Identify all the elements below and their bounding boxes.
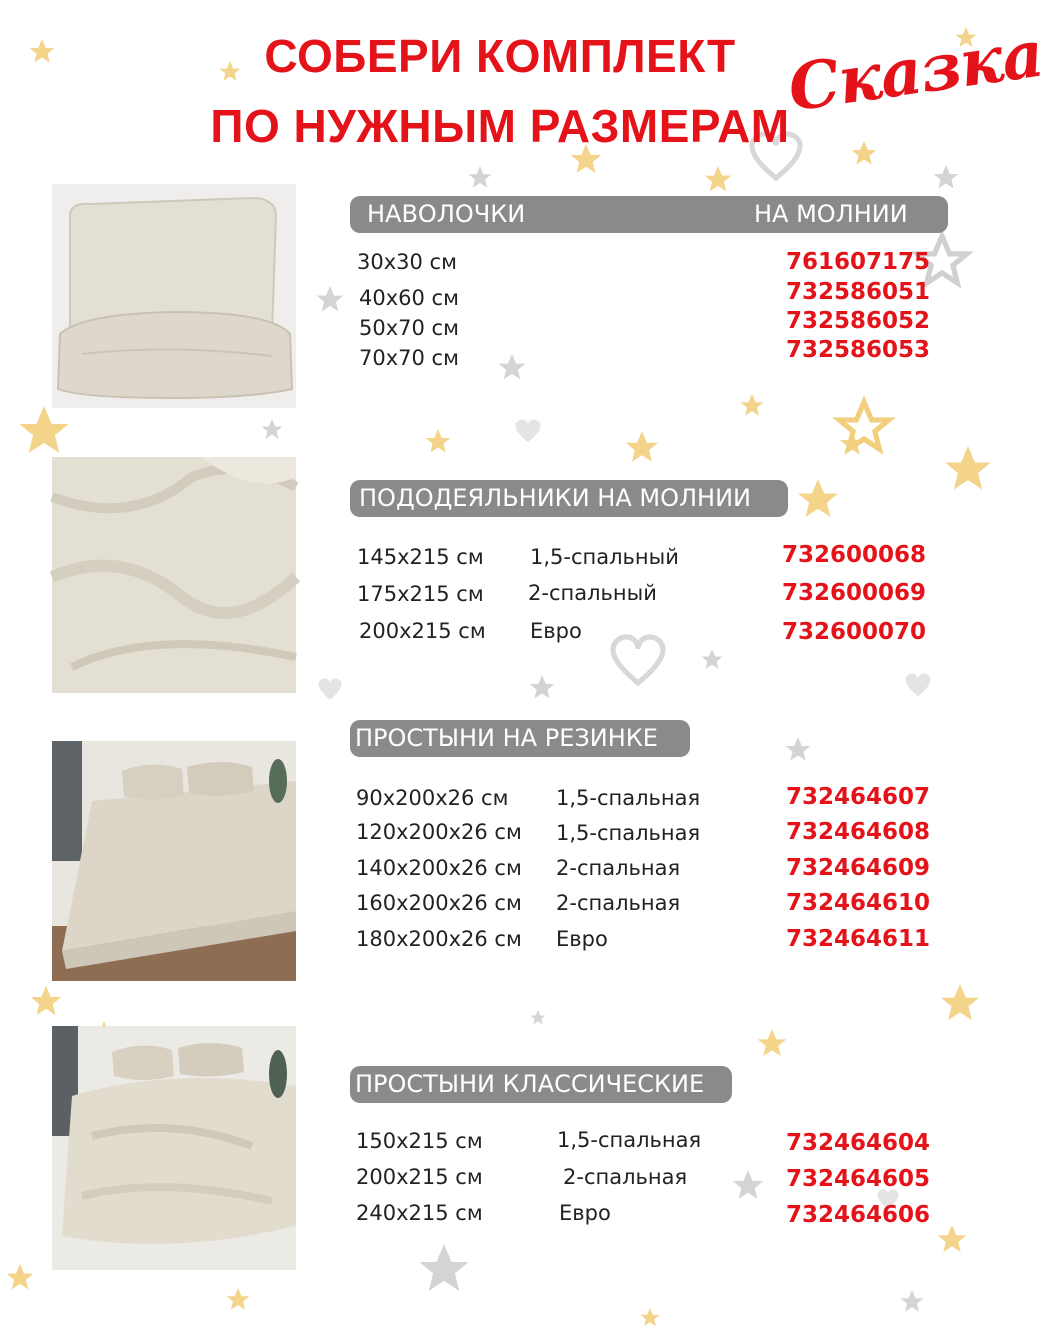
fitted-sheet-type: Евро	[556, 927, 608, 951]
article-code: 732600070	[782, 619, 927, 645]
article-code: 732464605	[786, 1166, 931, 1192]
fitted-sheet-section-header	[350, 720, 690, 757]
fitted-sheet-type: 1,5-спальная	[556, 821, 701, 845]
article-code: 732464606	[786, 1202, 931, 1228]
article-code: 732600068	[782, 542, 927, 568]
classic-sheet-type: Евро	[559, 1201, 611, 1225]
article-code: 732464607	[786, 784, 931, 810]
article-code: 732586051	[786, 279, 931, 305]
fitted-sheet-size: 160х200х26 см	[356, 891, 522, 915]
article-code: 732464604	[786, 1130, 931, 1156]
duvet-size: 200х215 см	[359, 619, 486, 643]
duvet-type: 2-спальный	[528, 581, 657, 605]
fitted-sheet-photo	[52, 741, 296, 981]
classic-sheet-size: 240х215 см	[356, 1201, 483, 1225]
pillowcase-label: НАВОЛОЧКИ	[367, 200, 526, 228]
article-code: 732586053	[786, 337, 931, 363]
pillowcase-size: 50х70 см	[359, 316, 459, 340]
duvet-cover-section-header	[350, 480, 788, 517]
classic-sheet-label: ПРОСТЫНИ КЛАССИЧЕСКИЕ	[355, 1070, 705, 1098]
pillowcase-size: 30х30 см	[357, 250, 457, 274]
article-code: 732464609	[786, 855, 931, 881]
classic-sheet-type: 1,5-спальная	[557, 1128, 702, 1152]
classic-sheet-type: 2-спальная	[563, 1165, 688, 1189]
pillowcase-photo	[52, 184, 296, 408]
fitted-sheet-size: 120х200х26 см	[356, 820, 522, 844]
brand-logo: Сказка	[783, 16, 1047, 127]
article-code: 732464610	[786, 890, 931, 916]
fitted-sheet-size: 140х200х26 см	[356, 856, 522, 880]
fitted-sheet-type: 2-спальная	[556, 891, 681, 915]
fitted-sheet-type: 1,5-спальная	[556, 786, 701, 810]
pillowcase-section-header	[350, 196, 948, 233]
page-title-line1: СОБЕРИ КОМПЛЕКТ	[264, 30, 736, 82]
pillowcase-size: 70х70 см	[359, 346, 459, 370]
duvet-cover-label: ПОДОДЕЯЛЬНИКИ НА МОЛНИИ	[359, 484, 751, 512]
classic-sheet-size: 200х215 см	[356, 1165, 483, 1189]
duvet-size: 145х215 см	[357, 545, 484, 569]
classic-sheet-section-header	[350, 1066, 732, 1103]
article-code: 732586052	[786, 308, 931, 334]
zipper-label: НА МОЛНИИ	[754, 200, 908, 228]
fitted-sheet-size: 90х200х26 см	[356, 786, 509, 810]
fitted-sheet-label: ПРОСТЫНИ НА РЕЗИНКЕ	[355, 724, 658, 752]
fitted-sheet-type: 2-спальная	[556, 856, 681, 880]
duvet-size: 175х215 см	[357, 582, 484, 606]
duvet-type: Евро	[530, 619, 582, 643]
duvet-type: 1,5-спальный	[530, 545, 679, 569]
page-title-line2: ПО НУЖНЫМ РАЗМЕРАМ	[210, 100, 790, 152]
pillowcase-size: 40х60 см	[359, 286, 459, 310]
article-code: 732464608	[786, 819, 931, 845]
classic-sheet-photo	[52, 1026, 296, 1270]
duvet-cover-photo	[52, 457, 296, 693]
article-code: 761607175	[786, 249, 931, 275]
article-code: 732600069	[782, 580, 927, 606]
fitted-sheet-size: 180х200х26 см	[356, 927, 522, 951]
classic-sheet-size: 150х215 см	[356, 1129, 483, 1153]
article-code: 732464611	[786, 926, 931, 952]
